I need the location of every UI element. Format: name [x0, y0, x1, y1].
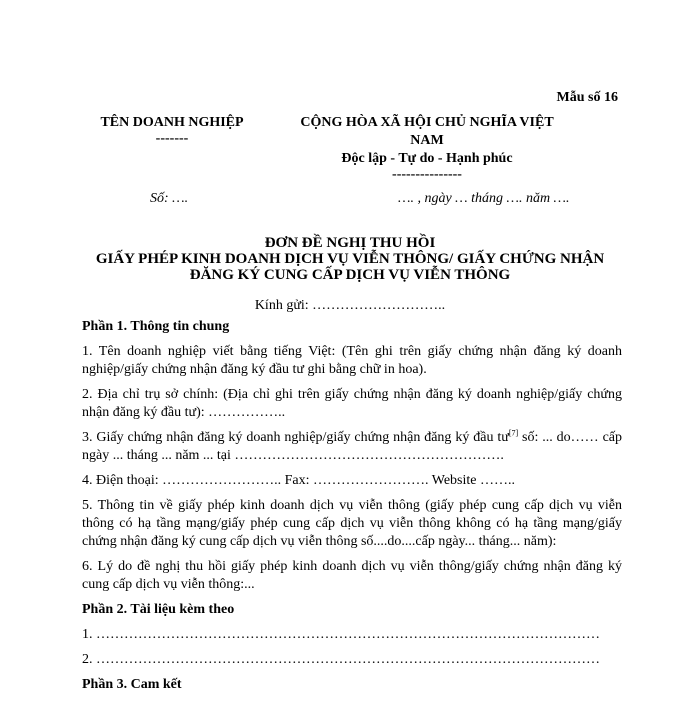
- part1-item-2: 2. Địa chỉ trụ sở chính: (Địa chỉ ghi trên giấy chứng nhận đăng ký doanh nghiệp/giấy chứng nhận đăng ký đầu tư): ……………..: [82, 387, 622, 420]
- company-name-label: TÊN DOANH NGHIỆP: [100, 115, 244, 130]
- title-line-1: ĐƠN ĐỀ NGHỊ THU HỒI: [264, 235, 436, 251]
- attachment-line-1: 1. ………………………………………………………………………………………………: [82, 627, 600, 642]
- part1-item-3: [82, 429, 622, 465]
- part1-item-5: 5. Thông tin về giấy phép kinh doanh dịch vụ viễn thông (giấy phép cung cấp dịch vụ viễn thông có hạ tầng mạng/giấy phép cung cấp dịch vụ viễn thông không có hạ tầng mạng/giấy chứng nhận đăng ký cung cấp dịch vụ viễn thông số....do....cấp ngày... tháng... năm):: [82, 498, 622, 549]
- part1-item-1: 1. Tên doanh nghiệp viết bằng tiếng Việt: (Tên ghi trên giấy chứng nhận đăng ký doanh nghiệp/giấy chứng nhận đăng ký đầu tư ghi bằng chữ in hoa).: [82, 344, 622, 377]
- document-body: [82, 318, 622, 701]
- national-motto: Độc lập - Tự do - Hạnh phúc: [341, 151, 513, 166]
- company-divider: -------: [155, 131, 189, 146]
- company-header: [92, 114, 252, 146]
- country-name-line1: CỘNG HÒA XÃ HỘI CHỦ NGHĨA VIỆT: [300, 115, 554, 130]
- document-title: [60, 235, 640, 283]
- document-date: …. , ngày … tháng …. năm ….: [398, 191, 570, 206]
- title-line-3: ĐĂNG KÝ CUNG CẤP DỊCH VỤ VIỄN THÔNG: [189, 267, 511, 283]
- footnote-ref: [7]: [508, 428, 519, 438]
- attachment-line-2: 2. ………………………………………………………………………………………………: [82, 652, 600, 667]
- part1-item-3-text-a: 3. Giấy chứng nhận đăng ký doanh nghiệp/giấy chứng nhận đăng ký đầu tư: [82, 430, 509, 445]
- document-number: Số: ….: [150, 191, 189, 206]
- national-header: [282, 114, 572, 182]
- part1-item-6: 6. Lý do đề nghị thu hồi giấy phép kinh doanh dịch vụ viễn thông/giấy chứng nhận đăng ký cung cấp dịch vụ viễn thông:...: [82, 559, 622, 592]
- part2-heading: Phần 2. Tài liệu kèm theo: [82, 602, 235, 617]
- part3-heading: Phần 3. Cam kết: [82, 677, 182, 692]
- part1-heading: Phần 1. Thông tin chung: [82, 319, 230, 334]
- title-line-2: GIẤY PHÉP KINH DOANH DỊCH VỤ VIỄN THÔNG/ GIẤY CHỨNG NHẬN: [95, 251, 605, 267]
- part1-item-3-text-b: số: ... do…… cấp ngày ... tháng ... năm ... tại ………………………………………………….: [82, 430, 623, 463]
- country-name-line2: NAM: [410, 133, 444, 148]
- motto-divider: ---------------: [392, 167, 462, 182]
- form-number: Mẫu số 16: [556, 90, 618, 105]
- part1-item-4: 4. Điện thoại: …………………….. Fax: ……………………. Website ……..: [82, 473, 515, 488]
- addressee-line: Kính gửi: ………………………..: [254, 298, 446, 313]
